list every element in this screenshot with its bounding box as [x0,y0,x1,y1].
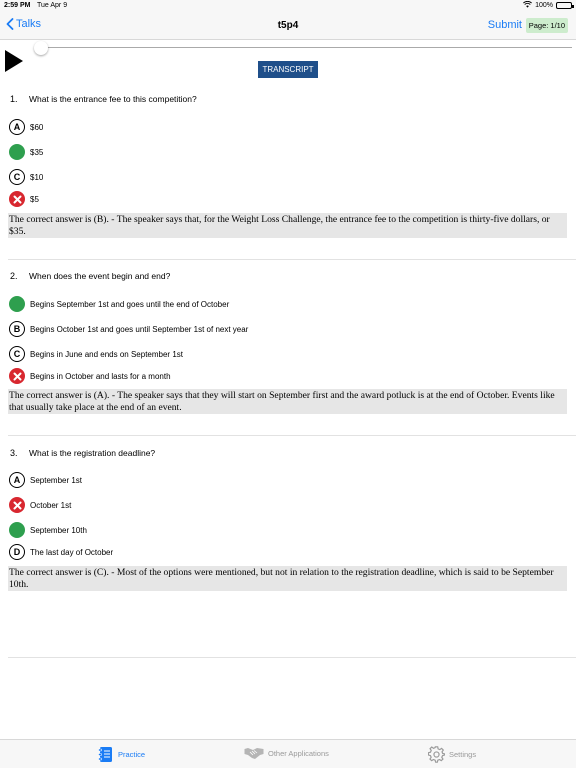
option-text: The last day of October [30,547,114,557]
option-letter-badge: A [9,472,25,488]
answer-option-c[interactable] [9,169,43,185]
question-prompt [10,94,197,104]
answer-option-b[interactable] [9,144,43,160]
option-letter-badge: B [9,321,25,337]
wrong-answer-icon [9,368,25,384]
status-right [523,1,572,10]
answer-option-d[interactable] [9,368,171,384]
play-icon[interactable] [4,50,24,72]
option-text: $5 [30,194,39,204]
navigation-bar [0,12,576,40]
option-text: Begins in June and ends on September 1st [30,349,183,359]
question-number: 2. [10,271,18,281]
correct-answer-icon [9,522,25,538]
tab-practice[interactable] [98,746,145,763]
notebook-icon [98,746,114,763]
status-time: 2:59 PM [4,2,31,9]
option-text: $60 [30,122,44,132]
answer-option-b[interactable] [9,497,71,513]
option-text: $35 [30,147,44,157]
question-divider [8,259,576,260]
question-divider [8,435,576,436]
answer-option-b[interactable] [9,321,248,337]
submit-button[interactable]: Submit [487,19,522,31]
answer-option-c[interactable] [9,522,87,538]
answer-option-d[interactable] [9,544,113,560]
answer-option-d[interactable] [9,191,39,207]
page-indicator: Page: 1/10 [526,18,568,33]
answer-option-c[interactable] [9,346,183,362]
handshake-icon [244,746,264,760]
question-text: What is the registration deadline? [29,448,156,458]
answer-option-a[interactable] [9,472,82,488]
question-number: 1. [10,94,18,104]
answer-option-a[interactable] [9,296,229,312]
question-text: When does the event begin and end? [29,271,171,281]
option-letter-badge: C [9,169,25,185]
option-letter-badge: C [9,346,25,362]
answer-explanation: The correct answer is (C). - Most of the options were mentioned, but not in relation to the registration deadline, which is said to be September 10th. [8,566,567,591]
option-letter-badge: A [9,119,25,135]
transcript-button[interactable]: TRANSCRIPT [258,61,318,78]
status-date: Tue Apr 9 [37,2,68,9]
wifi-icon [523,1,532,10]
option-text: Begins in October and lasts for a month [30,371,171,381]
correct-answer-icon [9,144,25,160]
wrong-answer-icon [9,191,25,207]
option-text: Begins October 1st and goes until September 1st of next year [30,324,249,334]
battery-icon [556,2,572,9]
tab-bar [0,739,576,768]
tab-other-applications[interactable] [244,746,329,760]
question-divider [8,657,576,658]
answer-option-a[interactable] [9,119,43,135]
tab-settings-label: Settings [449,750,477,759]
option-text: October 1st [30,500,72,510]
question-number: 3. [10,448,18,458]
answer-explanation: The correct answer is (A). - The speaker says that they will start on September first and the award potluck is at the end of October. Events like that usually take place at the end of an event. [8,389,567,414]
page-title: t5p4 [277,20,299,31]
tab-other-applications-label: Other Applications [268,748,329,758]
gear-icon [428,746,445,763]
status-bar [0,0,576,12]
back-label: Talks [16,18,42,30]
question-prompt [10,271,170,281]
option-text: $10 [30,172,44,182]
battery-percent: 100% [535,2,553,9]
audio-progress-slider[interactable] [38,47,572,48]
question-text: What is the entrance fee to this competition? [29,94,197,104]
question-prompt [10,448,155,458]
tab-settings[interactable] [428,746,476,763]
answer-explanation: The correct answer is (B). - The speaker says that, for the Weight Loss Challenge, the entrance fee to the competition is thirty-five dollars, or $35. [8,213,567,238]
option-text: September 1st [30,475,83,485]
option-text: Begins September 1st and goes until the end of October [30,299,230,309]
option-text: September 10th [30,525,87,535]
tab-practice-label: Practice [118,750,146,759]
option-letter-badge: D [9,544,25,560]
correct-answer-icon [9,296,25,312]
audio-slider-thumb[interactable] [34,41,48,55]
wrong-answer-icon [9,497,25,513]
